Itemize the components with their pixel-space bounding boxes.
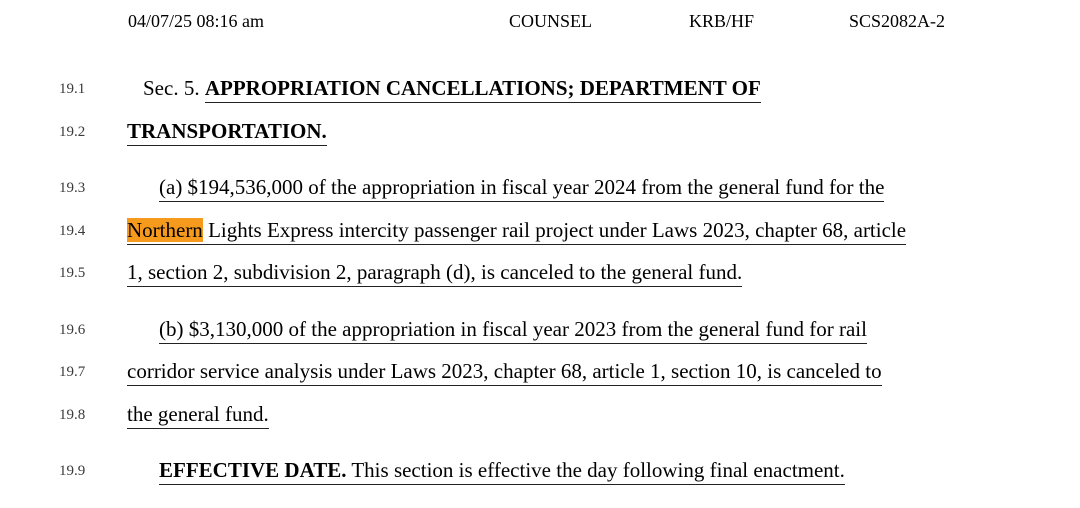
paragraph-b-line-2 — [127, 358, 882, 384]
line-number: 19.7 — [59, 364, 86, 380]
line-number: 19.4 — [59, 223, 86, 239]
section-heading-cont: TRANSPORTATION. — [127, 119, 327, 146]
header-timestamp: 04/07/25 08:16 am — [128, 11, 264, 31]
paragraph-b-line-1 — [159, 316, 867, 342]
effective-date-label: EFFECTIVE DATE. This section is effective the day following final enactment. — [159, 458, 845, 485]
paragraph-a-line-1 — [159, 174, 884, 200]
paragraph-a-line-2 — [127, 217, 906, 243]
header-initials: KRB/HF — [689, 11, 755, 31]
search-highlight: Northern — [127, 218, 203, 242]
line-number: 19.6 — [59, 322, 86, 338]
line-number: 19.9 — [59, 463, 86, 479]
section-heading: APPROPRIATION CANCELLATIONS; DEPARTMENT OF — [205, 76, 761, 103]
line-number: 19.8 — [59, 407, 86, 423]
header-office: COUNSEL — [509, 11, 593, 31]
line-number: 19.1 — [59, 81, 86, 97]
paragraph-b-text-1: (b) $3,130,000 of the appropriation in fiscal year 2023 from the general fund for rail — [159, 317, 867, 344]
paragraph-b-text-2: corridor service analysis under Laws 2023, chapter 68, article 1, section 10, is canceled to — [127, 359, 882, 386]
section-heading-line-2 — [127, 118, 327, 144]
paragraph-a-text-2: Northern Lights Express intercity passenger rail project under Laws 2023, chapter 68, article — [127, 218, 906, 245]
header-doc-id: SCS2082A-2 — [849, 11, 946, 31]
line-number: 19.2 — [59, 124, 86, 140]
section-number: Sec. 5. — [143, 76, 205, 100]
paragraph-b-text-3: the general fund. — [127, 402, 269, 429]
paragraph-b-line-3 — [127, 401, 269, 427]
line-number: 19.3 — [59, 180, 86, 196]
paragraph-a-line-3 — [127, 259, 742, 285]
section-heading-line-1 — [143, 75, 761, 101]
paragraph-a-text-1: (a) $194,536,000 of the appropriation in fiscal year 2024 from the general fund for the — [159, 175, 884, 202]
paragraph-a-text-3: 1, section 2, subdivision 2, paragraph (d), is canceled to the general fund. — [127, 260, 742, 287]
line-number: 19.5 — [59, 265, 86, 281]
effective-date-line — [159, 457, 845, 483]
